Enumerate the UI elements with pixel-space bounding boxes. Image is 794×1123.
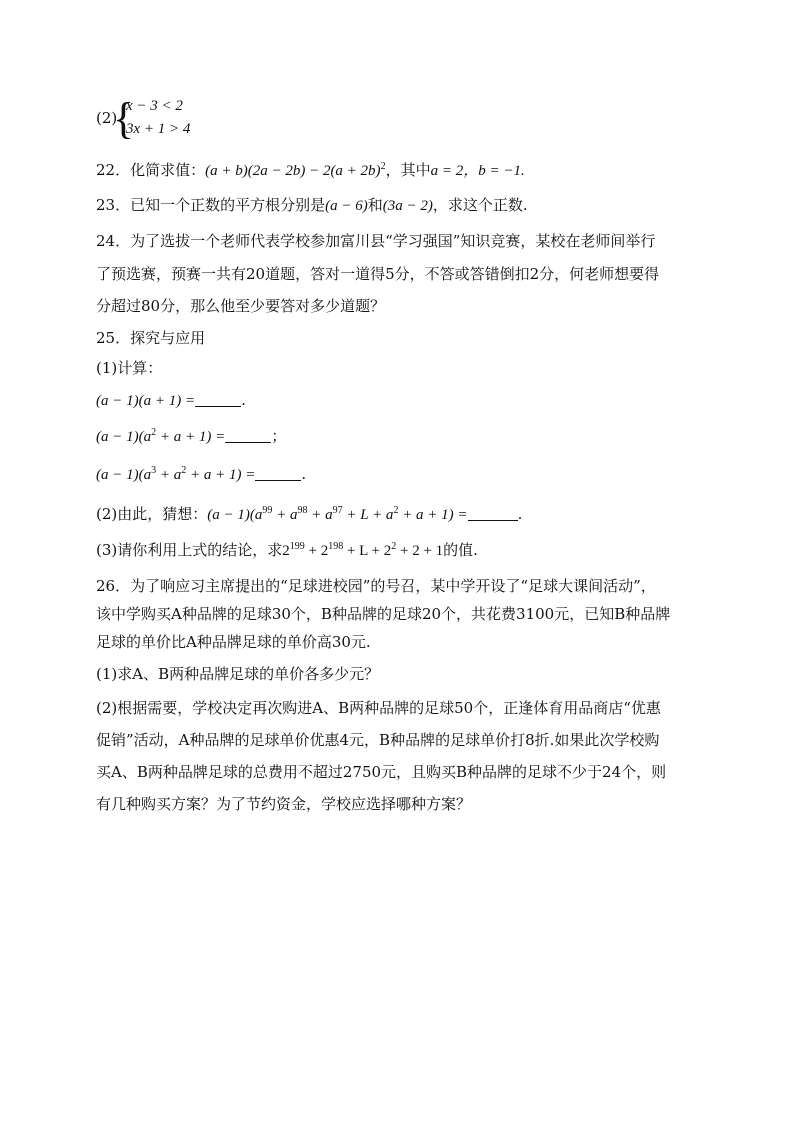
q26-line-3: 足球的单价比A种品牌足球的单价高30元. (96, 633, 371, 651)
q25-expression-2 (96, 426, 286, 447)
q25-e2-sup: 2 (151, 427, 157, 438)
q21-part2-label: (2) (96, 109, 118, 127)
q26-line-1: 26．为了响应习主席提出的“足球进校园”的号召，某中学开设了“足球大课间活动”， (96, 577, 656, 595)
q25-p3-sup199: 199 (289, 541, 305, 552)
q23-ask: ，求这个正数. (432, 196, 528, 214)
q26-part2-line-4: 有几种购买方案？为了节约资金，学校应选择哪种方案？ (96, 795, 472, 813)
q24-line-1: 24．为了选拔一个老师代表学校参加富川县“学习强国”知识竞赛，某校在老师间举行 (96, 232, 656, 250)
q25-expression-1 (96, 390, 246, 411)
q23-root-2: (3a − 2) (382, 198, 433, 214)
q25-p2-b: + a (272, 507, 298, 523)
q25-p2-d: + L + a (342, 507, 394, 523)
q25-e3-a: (a − 1)(a (96, 467, 152, 483)
q25-p3-b: + 2 (304, 543, 329, 559)
q25-p2-sup2: 2 (393, 505, 399, 516)
q22-where: ，其中 (385, 161, 431, 179)
q22-prompt: 22．化简求值： (96, 161, 206, 179)
q25-p2-end: . (517, 505, 523, 523)
q26-line-2: 该中学购买A种品牌的足球30个，B种品牌的足球20个，共花费3100元，已知B种品牌 (96, 605, 671, 623)
q24-line-3: 分超过80分，那么他至少要答对多少道题？ (96, 297, 386, 315)
q25-e3-sup3: 3 (151, 465, 157, 476)
q23-root-1: (a − 6) (325, 198, 368, 214)
q26-part2-line-3: 买A、B两种品牌足球的总费用不超过2750元，且购买B种品牌的足球不少于24个，则 (96, 763, 667, 781)
q25-p2-a: (a − 1)(a (207, 507, 263, 523)
answer-blank-1[interactable] (195, 392, 241, 407)
q25-e3-c: + a + 1) = (186, 467, 256, 483)
q25-e2-a: (a − 1)(a (96, 429, 152, 445)
q26-part1: (1)求A、B两种品牌足球的单价各多少元？ (96, 665, 380, 683)
q26-part2-line-1: (2)根据需要，学校决定再次购进A、B两种品牌的足球50个，正逢体育用品商店“优惠 (96, 699, 661, 717)
q23-prompt: 23．已知一个正数的平方根分别是 (96, 196, 326, 214)
answer-blank-3[interactable] (255, 466, 301, 481)
q25-p2-sup97: 97 (332, 505, 343, 516)
q22-condition: a = 2，b = −1. (430, 163, 525, 179)
q25-p2-c: + a (307, 507, 333, 523)
inequality-row-1: x − 3 < 2 (126, 98, 183, 114)
q25-p3-d: + 2 + 1 (396, 543, 444, 559)
q25-p3-end: 的值. (443, 541, 478, 559)
q25-e3-b: + a (156, 467, 182, 483)
question-22 (96, 160, 525, 181)
q25-part3-label: (3)请你利用上式的结论，求 (96, 541, 283, 559)
question-23 (96, 195, 528, 216)
q26-part2-line-2: 促销”活动，A种品牌的足球单价优惠4元，B种品牌的足球单价打8折.如果此次学校购 (96, 731, 660, 749)
q25-part2 (96, 504, 522, 525)
q23-and: 和 (367, 196, 383, 214)
q25-title: 25．探究与应用 (96, 329, 206, 347)
q25-e1-end: . (241, 391, 246, 409)
q25-p3-sup198: 198 (328, 541, 344, 552)
q25-p2-sup99: 99 (262, 505, 273, 516)
q25-p2-e: + a + 1) = (398, 507, 468, 523)
q25-expression-3 (96, 464, 306, 485)
q22-exponent: 2 (380, 161, 386, 172)
q25-e3-sup2: 2 (181, 465, 187, 476)
q25-part1-label: (1)计算： (96, 359, 163, 377)
inequality-row-2: 3x + 1 > 4 (126, 121, 191, 137)
q24-line-2: 了预选赛，预赛一共有20道题，答对一道得5分，不答或答错倒扣2分，何老师想要得 (96, 265, 660, 283)
q25-p3-c: + L + 2 (343, 543, 392, 559)
q25-e3-end: . (301, 465, 307, 483)
q25-p3-a: 2 (282, 543, 290, 559)
q25-e2-b: + a + 1) = (156, 429, 226, 445)
q25-p2-sup98: 98 (297, 505, 308, 516)
q25-part3 (96, 540, 478, 561)
system-brace: { (113, 94, 135, 143)
q22-expression: (a + b)(2a − 2b) − 2(a + 2b) (205, 163, 381, 179)
q25-p3-sup2: 2 (391, 541, 397, 552)
q25-e1: (a − 1)(a + 1) = (96, 393, 196, 409)
q25-part2-label: (2)由此，猜想： (96, 505, 208, 523)
q25-e2-end: ； (271, 427, 287, 445)
answer-blank-4[interactable] (468, 506, 518, 521)
answer-blank-2[interactable] (225, 428, 271, 443)
